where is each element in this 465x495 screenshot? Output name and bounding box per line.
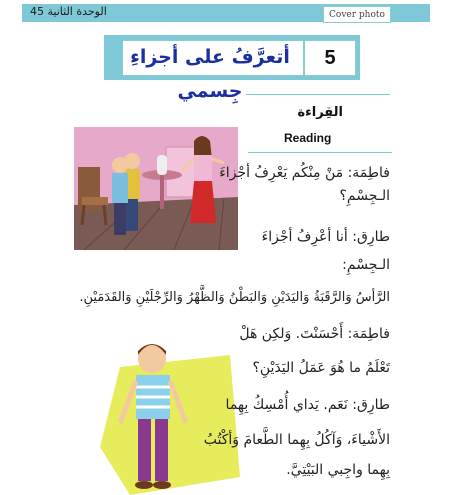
dialogue-line-2b: الـجِسْمِ:	[342, 257, 390, 273]
divider-bottom	[248, 152, 392, 153]
dialogue-line-4b: تَعْلَمُ ما هُوَ عَمَلُ اليَدَيْنِ؟	[252, 360, 390, 376]
section-title-ar: القِراءة	[297, 105, 343, 120]
boy-illustration	[100, 337, 242, 495]
lesson-number: 5	[304, 40, 356, 76]
section-title-en: Reading	[284, 131, 332, 145]
cover-photo-label: Cover photo	[323, 6, 391, 23]
dialogue-line-5a: طارِق: نَعَم. يَداي أُمْسِكُ بِهِما	[225, 397, 390, 413]
dialogue-line-3: الرَّأسُ وَالرَّقَبَةُ وَاليَدَيْنِ وَالبَطْنُ وَالظَّهْرُ وَالرِّجْلَيْنِ وَالقَدَمَيْنِ.	[79, 290, 390, 305]
dialogue-line-1b: الـجِسْمِ؟	[339, 188, 390, 204]
dialogue-line-5c: بِهِما واجِبي البَيْتِيَّ.	[286, 462, 390, 478]
dialogue-line-5b: الأَشْياءَ، وَآكُلُ بِهِما الطَّعامَ وَأكْتُبُ	[203, 432, 390, 448]
dialogue-line-1a: فاطِمَة: مَنْ مِنْكُم يَعْرِفُ أجْزاءَ	[219, 165, 390, 181]
room-illustration	[74, 127, 238, 250]
unit-label: الوحدة الثانية 45	[30, 5, 107, 18]
lesson-title: أتعرَّفُ على أجزاءِ جِسمي	[130, 46, 290, 102]
dialogue-line-4a: فاطِمَة: أَحْسَنْتَ. وَلكِن هَلْ	[239, 326, 390, 342]
divider-top	[246, 94, 390, 95]
dialogue-line-2a: طارِق: أنا أعْرِفُ أجْزاءَ	[261, 229, 390, 245]
